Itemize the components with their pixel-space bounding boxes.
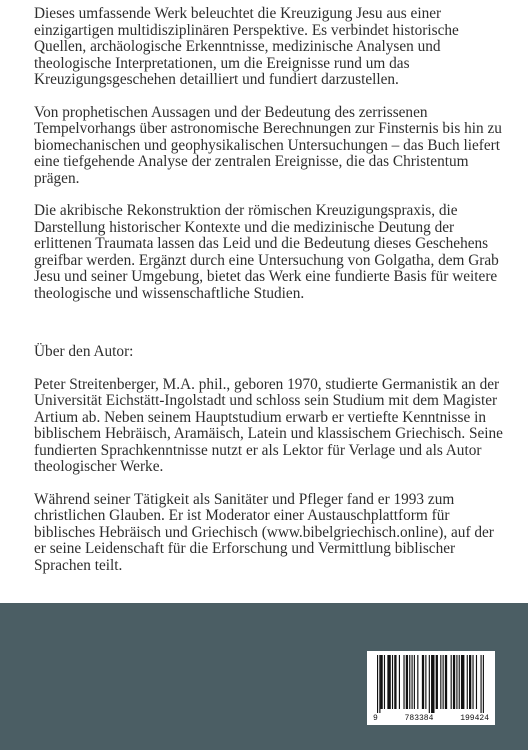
barcode-bar — [412, 655, 413, 709]
description-paragraph-1: Dieses umfassende Werk beleuchtet die Kreuzigung Jesu aus einer einzigartigen multidisziplinären Perspektive. Es verbindet historische Quellen, archäologische Erkenntnisse, medizinische Analysen und theologische Interpretationen, um die Ereignisse rund um das Kreuzigungsgeschehen detailliert und fundiert darzustellen. — [34, 5, 459, 88]
barcode-digit-first: 9 — [373, 714, 378, 723]
barcode-bar — [481, 655, 482, 713]
barcode-bar — [409, 655, 410, 709]
barcode-bar — [422, 655, 424, 709]
isbn-barcode — [367, 651, 495, 725]
barcode-bar — [417, 655, 418, 709]
barcode-bar — [425, 655, 426, 709]
barcode-digit-group-left: 783384 — [404, 714, 434, 723]
barcode-bar — [431, 655, 434, 713]
barcode-bar — [467, 655, 468, 709]
barcode-bar — [440, 655, 441, 709]
barcode-bar — [379, 655, 380, 713]
author-heading: Über den Autor: — [34, 343, 134, 360]
barcode-bar — [443, 655, 444, 709]
barcode-bar — [380, 655, 382, 709]
barcode-bars — [373, 655, 489, 713]
description-paragraph-3: Die akribische Rekonstruktion der römischen Kreuzigungspraxis, die Darstellung historischer Kontexte und die medizinische Deutung der erlittenen Traumata lassen das Leid und die Bedeutung dieses Geschehens greifbar werden. Ergänzt durch eine Untersuchung von Golgatha, dem Grab Jesu und seiner Umgebung, bietet das Werk eine fundierte Basis für weitere theologische und wissenschaftliche Studien. — [34, 202, 499, 302]
barcode-bar — [483, 655, 484, 713]
barcode-bar — [476, 655, 477, 709]
description-paragraph-2: Von prophetischen Aussagen und der Bedeutung des zerrissenen Tempelvorhangs über astronomische Berechnungen zur Finsternis bis hin zu biomechanischen und geophysikalischen Untersuchungen – das Buch liefert eine tiefgehende Analyse der zentralen Ereignisse, die das Christentum prägen. — [34, 103, 502, 187]
barcode-bar — [399, 655, 400, 709]
barcode-bar — [377, 655, 378, 713]
barcode-bar — [456, 655, 457, 709]
barcode-bar — [387, 655, 390, 709]
barcode-bar — [384, 655, 385, 709]
barcode-bar — [445, 655, 447, 709]
barcode-bar — [461, 655, 464, 709]
barcode-bar — [392, 655, 393, 709]
author-paragraph-1: Peter Streitenberger, M.A. phil., geboren 1970, studierte Germanistik an der Universität Eichstätt-Ingolstadt und schloss sein Studium mit dem Magister Artium ab. Neben seinem Hauptstudium erwarb er vertiefte Kenntnisse in biblischem Hebräisch, Aramäisch, Latein und klassischem Griechisch. Seine fundierten Sprachkenntnisse nutzt er als Lektor für Verlage und als Autor theologischer Werke. — [34, 375, 503, 475]
barcode-bar — [414, 655, 415, 709]
back-cover-text — [34, 6, 504, 590]
barcode-bar — [436, 655, 438, 709]
barcode-bar — [429, 655, 430, 713]
barcode-digit-group-right: 199424 — [460, 714, 489, 723]
author-paragraph-2: Während seiner Tätigkeit als Sanitäter und Pfleger fand er 1993 zum christlichen Glauben. Er ist Moderator einer Austauschplattform für biblisches Hebräisch und Griechisch (www.bibelgriechisch.online), auf der er seine Leidenschaft für die Erforschung und Vermittlung biblischer Sprachen teilt. — [34, 490, 494, 574]
barcode-bar — [403, 655, 404, 709]
barcode-bar — [472, 655, 473, 709]
barcode-bar — [469, 655, 471, 709]
barcode-bar — [453, 655, 455, 709]
barcode-bar — [459, 655, 460, 709]
barcode-digits — [373, 714, 489, 723]
barcode-bar — [406, 655, 408, 709]
barcode-bar — [394, 655, 396, 709]
barcode-bar — [451, 655, 452, 709]
